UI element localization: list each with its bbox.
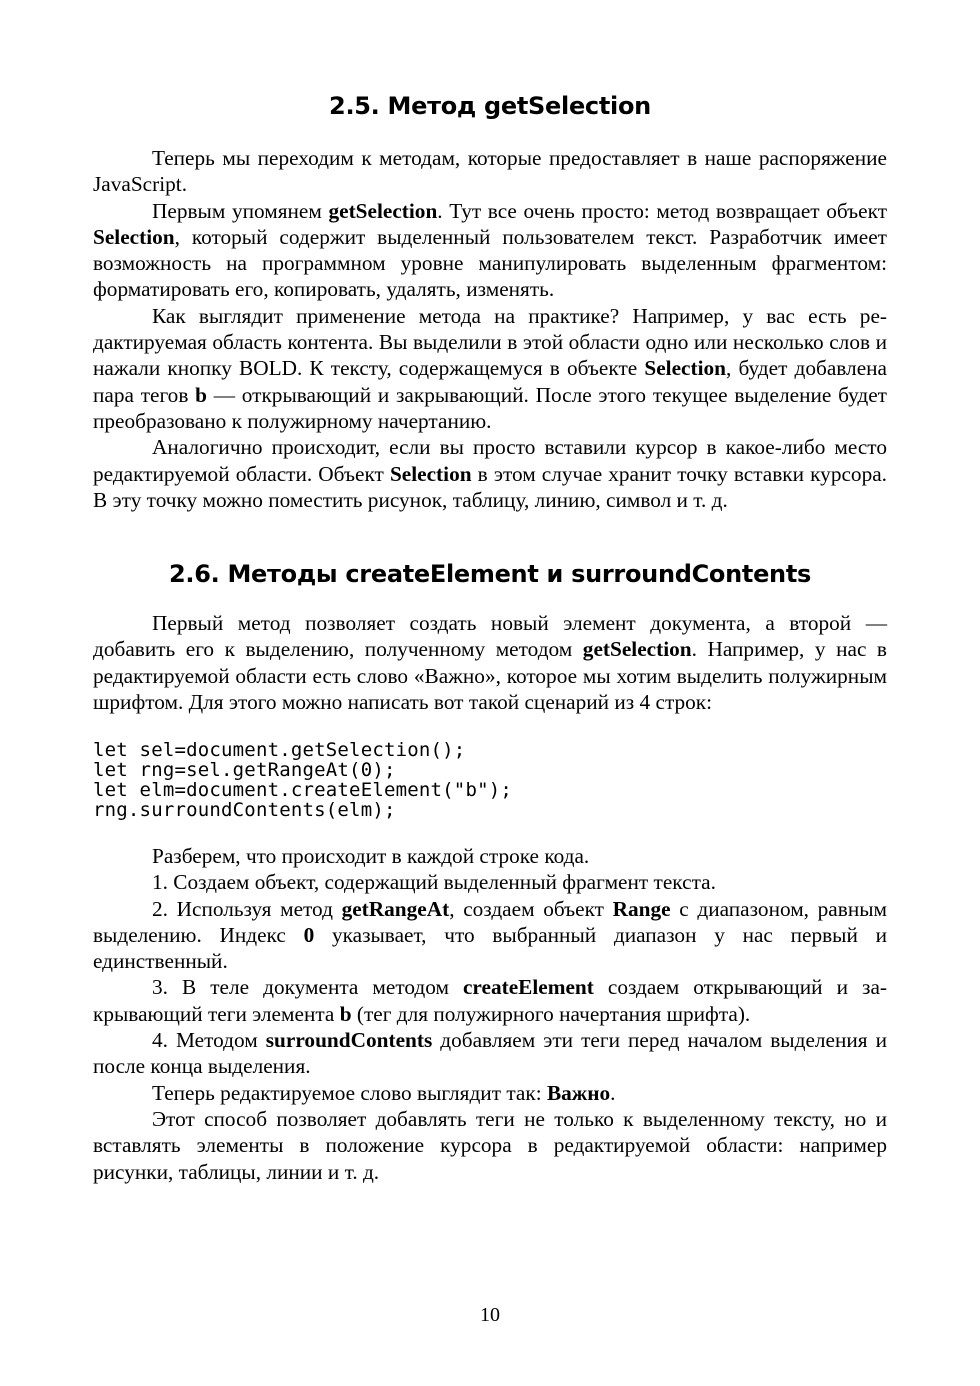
paragraph	[93, 843, 887, 869]
text-run: добавляем эти теги перед началом выделения и после конца выделения.	[93, 1028, 887, 1079]
text-run: Как выглядит применение метода на практике? Например, у вас есть редактируемая область контента. Вы выделили в этой области одно или несколько слов и нажали кнопку BOLD. К тексту, содержащемуся в объекте	[93, 303, 887, 381]
text-run: , который содержит выделенный пользователем текст. Разработчик имеет возможность на программном уровне манипулировать выделенным фрагментом: форматировать его, копировать, удалять, изменять.	[93, 224, 887, 302]
section-2-5-body	[93, 145, 887, 513]
text-run: 1. Создаем объект, содержащий выделенный фрагмент текста.	[152, 870, 716, 895]
bold-term: surroundContents	[265, 1028, 433, 1053]
section-heading-2-5: 2.5. Метод getSelection	[329, 92, 651, 120]
code-line: let elm=document.createElement("b");	[93, 779, 513, 801]
bold-term: Selection	[389, 461, 472, 486]
paragraph	[93, 145, 887, 198]
bold-term: Selection	[93, 224, 175, 249]
bold-term: getSelection	[328, 198, 438, 223]
bold-term: getRangeAt	[341, 896, 450, 921]
text-run: . Например, у нас в редактируемой области есть слово «Важно», которое мы хотим выделить полужирным шрифтом. Для этого можно написать вот такой сценарий из 4 строк:	[93, 637, 887, 714]
text-run: Разберем, что происходит в каждой строке кода.	[152, 844, 590, 868]
text-run: , создаем объект	[449, 896, 613, 921]
bold-term: getSelection	[582, 637, 692, 662]
paragraph	[93, 974, 887, 1027]
text-run: 4. Методом	[152, 1028, 266, 1053]
bold-term: b	[339, 1001, 352, 1026]
bold-term: b	[195, 382, 207, 407]
section-2-6-intro	[93, 610, 887, 715]
code-line: let sel=document.getSelection();	[93, 739, 466, 761]
text-run: создаем открывающий и закрывающий теги элемента	[93, 975, 888, 1026]
text-run: . Тут все очень просто: метод возвращает объект	[437, 198, 888, 223]
code-listing	[93, 740, 512, 820]
paragraph	[93, 869, 887, 895]
section-heading-2-6: 2.6. Методы createElement и surroundContents	[168, 560, 811, 588]
paragraph	[93, 303, 887, 434]
paragraph	[93, 1106, 887, 1185]
bold-term: 0	[303, 922, 315, 947]
text-run: Теперь мы переходим к методам, которые предоставляет в наше распоряжение JavaScript.	[93, 146, 887, 197]
section-2-6-explanation	[93, 843, 887, 1185]
bold-term: Важно	[546, 1080, 611, 1105]
text-run: (тег для полужирного начертания шрифта).	[351, 1001, 751, 1026]
text-run: в этом случае хранит точку вставки курсора. В эту точку можно поместить рисунок, таблицу, линию, символ и т. д.	[93, 461, 887, 512]
text-run: Первым упомянем	[152, 198, 329, 223]
text-run: указывает, что выбранный диапазон у нас первый и единственный.	[93, 922, 887, 974]
bold-term: Selection	[644, 356, 726, 381]
text-run: — открывающий и закрывающий. После этого текущее выделение будет преобразовано к полужирному начертанию.	[93, 382, 887, 433]
text-run: , будет добавлена пара тегов	[93, 356, 887, 407]
code-line: rng.surroundContents(elm);	[93, 799, 396, 821]
page-number: 10	[480, 1304, 500, 1326]
code-line: let rng=sel.getRangeAt(0);	[93, 759, 396, 781]
paragraph	[93, 896, 887, 975]
paragraph	[93, 434, 887, 513]
text-run: Теперь редактируемое слово выглядит так:	[152, 1080, 547, 1105]
text-run: .	[610, 1080, 616, 1105]
bold-term: Range	[612, 896, 671, 921]
paragraph	[93, 1080, 887, 1106]
paragraph	[93, 1027, 887, 1080]
text-run: Этот способ позволяет добавлять теги не только к выделенному тексту, но и вставлять элементы в положение курсора в редактируемой области: например рисунки, таблицы, линии и т. д.	[93, 1106, 887, 1184]
text-run: Первый метод позволяет создать новый элемент документа, а второй — добавить его к выделению, полученному методом	[93, 611, 887, 662]
bold-term: createElement	[462, 975, 594, 1000]
text-run: Аналогично происходит, если вы просто вставили курсор в какое-либо место редактируемой области. Объект	[93, 435, 887, 486]
paragraph	[93, 610, 887, 715]
text-run: с диапазоном, равным выделению. Индекс	[93, 896, 888, 947]
text-run: 2. Используя метод	[152, 896, 342, 921]
text-run: 3. В теле документа методом	[152, 975, 463, 1000]
paragraph	[93, 198, 887, 303]
